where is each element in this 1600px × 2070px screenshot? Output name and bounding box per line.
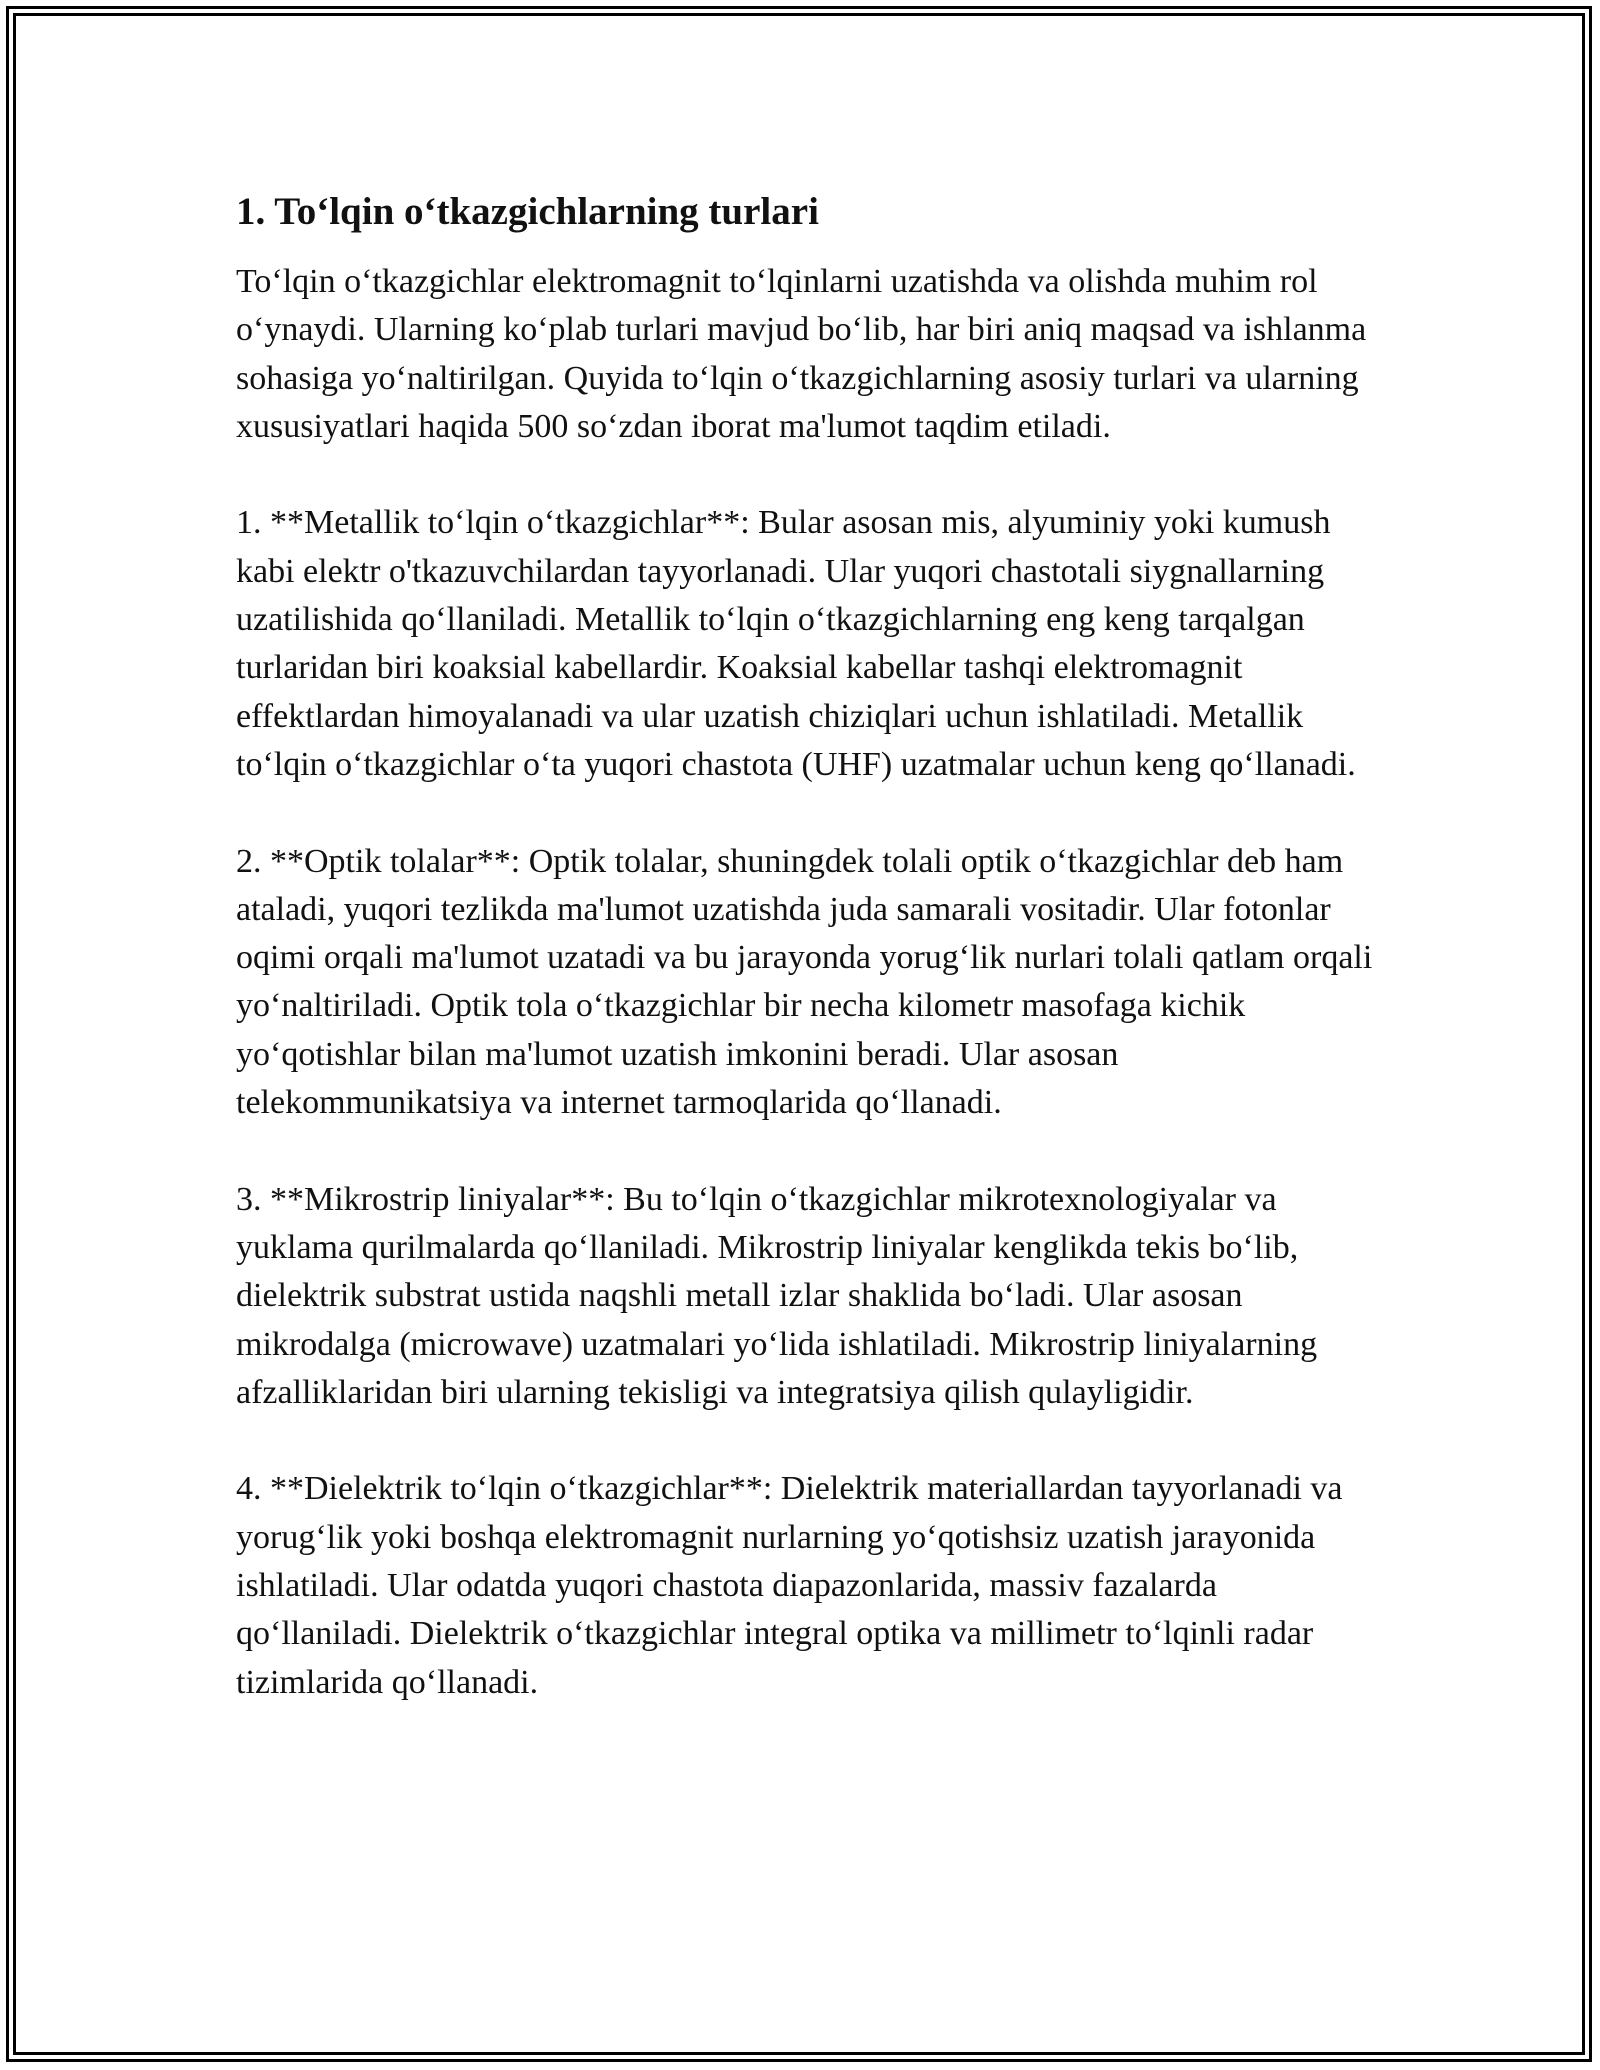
paragraph-microstrip-lines: 3. **Mikrostrip liniyalar**: Bu to‘lqin o‘tkazgichlar mikrotexnologiyalar va yuklama qurilmalarda qo‘llaniladi. Mikrostrip liniyalar kenglikda tekis bo‘lib, dielektrik substrat ustida naqshli metall izlar shaklida bo‘ladi. Ular asosan mikrodalga (microwave) uzatmalari yo‘lida ishlatiladi. Mikrostrip liniyalarning afzalliklaridan biri ularning tekisligi va integratsiya qilish qulayligidir. xyxy=(236,1180,1318,1411)
paragraph-optical-fibers: 2. **Optik tolalar**: Optik tolalar, shuningdek tolali optik o‘tkazgichlar deb ham ataladi, yuqori tezlikda ma'lumot uzatishda juda samarali vositadir. Ular fotonlar oqimi orqali ma'lumot uzatadi va bu jarayonda yorug‘lik nurlari tolali qatlam orqali yo‘naltiriladi. Optik tola o‘tkazgichlar bir necha kilometr masofaga kichik yo‘qotishlar bilan ma'lumot uzatish imkonini beradi. Ular asosan telekommunikatsiya va internet tarmoqlarida qo‘llanadi. xyxy=(236,842,1373,1122)
paragraph-metallic-waveguides: 1. **Metallik to‘lqin o‘tkazgichlar**: Bular asosan mis, alyuminiy yoki kumush kabi elektr o'tkazuvchilardan tayyorlanadi. Ular yuqori chastotali siygnallarning uzatilishida qo‘llaniladi. Metallik to‘lqin o‘tkazgichlarning eng keng tarqalgan turlaridan biri koaksial kabellardir. Koaksial kabellar tashqi elektromagnit effektlardan himoyalanadi va ular uzatish chiziqlari uchun ishlatiladi. Metallik to‘lqin o‘tkazgichlar o‘ta yuqori chastota (UHF) uzatmalar uchun keng qo‘llanadi. xyxy=(236,504,1356,783)
document-body xyxy=(236,186,1376,1755)
paragraph-dielectric-waveguides: 4. **Dielektrik to‘lqin o‘tkazgichlar**: Dielektrik materiallardan tayyorlanadi va yorug‘lik yoki boshqa elektromagnit nurlarning yo‘qotishsiz uzatish jarayonida ishlatiladi. Ular odatda yuqori chastota diapazonlarida, massiv fazalarda qo‘llaniladi. Dielektrik o‘tkazgichlar integral optika va millimetr to‘lqinli radar tizimlarida qo‘llanadi. xyxy=(236,1470,1343,1701)
section-heading: 1. To‘lqin o‘tkazgichlarning turlari xyxy=(236,190,819,233)
intro-paragraph: To‘lqin o‘tkazgichlar elektromagnit to‘lqinlarni uzatishda va olishda muhim rol o‘ynaydi. Ularning ko‘plab turlari mavjud bo‘lib, har biri aniq maqsad va ishlanma sohasiga yo‘naltirilgan. Quyida to‘lqin o‘tkazgichlarning asosiy turlari va ularning xususiyatlari haqida 500 so‘zdan iborat ma'lumot taqdim etiladi. xyxy=(236,263,1367,445)
